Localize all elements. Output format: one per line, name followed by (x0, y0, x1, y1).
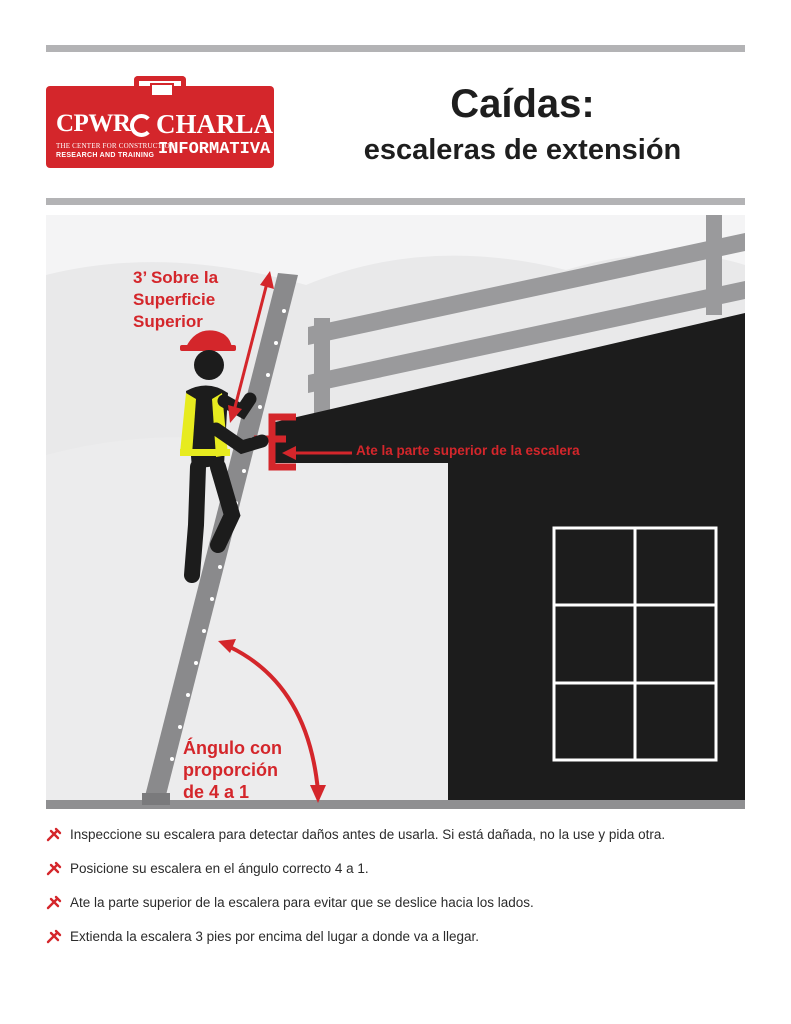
logo-informativa-text: INFORMATIVA (158, 140, 271, 159)
tip-text: Inspeccione su escalera para detectar daños antes de usarla. Si está dañada, no la use y pida otra. (70, 827, 666, 842)
label-three-feet-line1: 3’ Sobre la (133, 268, 219, 287)
tip-item (46, 928, 746, 946)
label-angle-line2: proporción (183, 760, 278, 780)
label-angle-line1: Ángulo con (183, 738, 282, 758)
label-tie-top: Ate la parte superior de la escalera (356, 443, 580, 458)
label-angle-line3: de 4 a 1 (183, 782, 250, 802)
safety-vest-band (180, 449, 230, 456)
page-title: Caídas: (450, 82, 595, 126)
hammer-wrench-icon (46, 827, 62, 843)
tip-text: Posicione su escalera en el ángulo correcto 4 a 1. (70, 861, 369, 876)
middle-rule (46, 198, 745, 205)
safety-tips-list (46, 826, 746, 962)
tip-text: Ate la parte superior de la escalera para evitar que se deslice hacia los lados. (70, 895, 534, 910)
tip-item (46, 860, 746, 878)
logo-cpwr-text: CPWR (56, 110, 131, 137)
tip-item (46, 826, 746, 844)
toolbox-clasp-icon (150, 83, 174, 97)
logo-tagline-line2: RESEARCH AND TRAINING (56, 152, 155, 159)
tip-item (46, 894, 746, 912)
worker-leg-left (192, 467, 198, 575)
top-rule (46, 45, 745, 52)
label-three-feet-line2: Superficie (133, 290, 216, 309)
hammer-wrench-icon (46, 929, 62, 945)
label-three-feet-line3: Superior (133, 312, 203, 331)
label-angle (183, 737, 282, 803)
page-subtitle: escaleras de extensión (363, 134, 682, 166)
cpwr-logo (46, 76, 274, 168)
ladder-foot (142, 793, 170, 805)
logo-ring-icon (130, 114, 153, 137)
worker-head (194, 350, 224, 380)
hammer-wrench-icon (46, 861, 62, 877)
logo-charla-text: CHARLA (156, 109, 274, 139)
logo-tagline-line1: THE CENTER FOR CONSTRUCTION (56, 142, 176, 150)
hammer-wrench-icon (46, 895, 62, 911)
label-three-feet (133, 267, 218, 333)
tip-text: Extienda la escalera 3 pies por encima del lugar a donde va a llegar. (70, 929, 480, 944)
